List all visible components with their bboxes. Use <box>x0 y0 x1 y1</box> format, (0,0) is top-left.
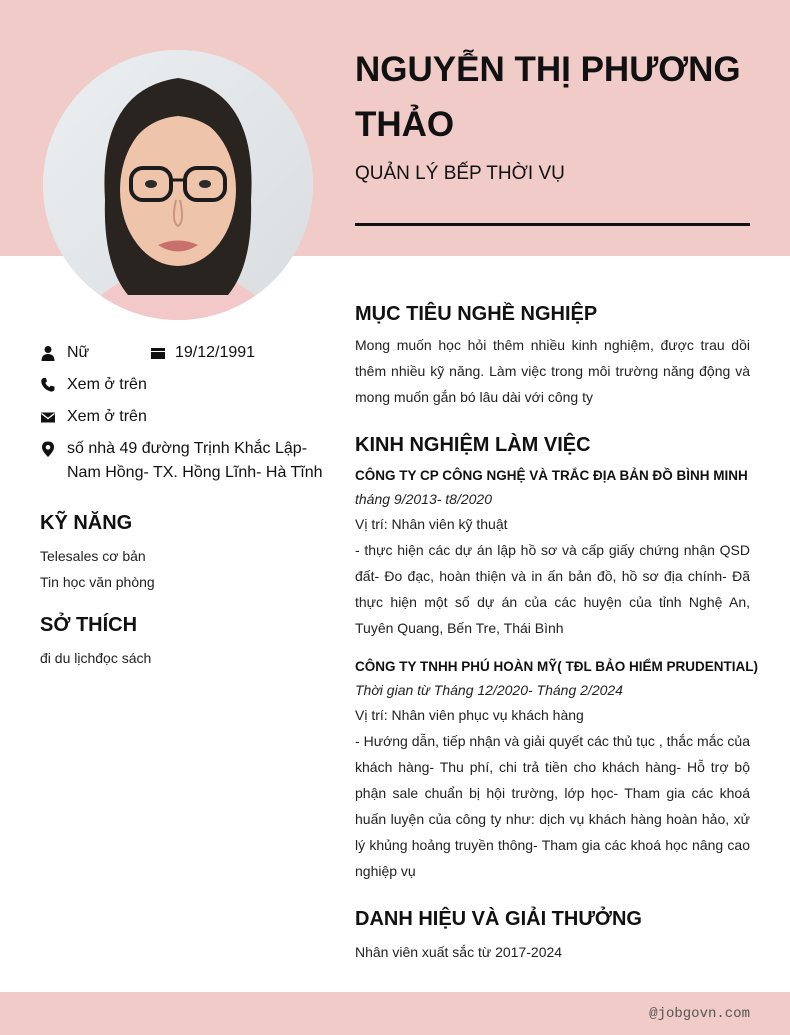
objective-heading: MỤC TIÊU NGHỀ NGHIỆP <box>355 303 598 325</box>
awards-heading: DANH HIỆU VÀ GIẢI THƯỞNG <box>355 908 642 930</box>
objective-text: Mong muốn học hỏi thêm nhiều kinh nghiệm, được trau dồi thêm nhiều kỹ năng. Làm việc trong môi trường năng động và mong muốn gắn bó lâu dài với công ty <box>355 337 750 405</box>
job-1-description: - thực hiện các dự án lập hồ sơ và cấp giấy chứng nhận QSD đất- Đo đạc, hoàn thiện và in ấn bản đồ, hồ sơ địa chính- Đã thực hiện một số dự án của các huyện của tỉnh Nghệ An, Tuyên Quang, Bến Tre, Thái Bình <box>355 542 750 636</box>
experience-heading: KINH NGHIỆM LÀM VIỆC <box>355 434 591 456</box>
job-1-period: tháng 9/2013- t8/2020 <box>355 491 493 507</box>
job-2-period: Thời gian từ Tháng 12/2020- Tháng 2/2024 <box>355 682 623 698</box>
job-title: QUẢN LÝ BẾP THỜI VỤ <box>355 163 565 184</box>
candidate-name: NGUYỄN THỊ PHƯƠNG THẢO <box>355 50 741 144</box>
hobbies-text: đi du lịchđọc sách <box>40 650 152 666</box>
phone-value: Xem ở trên <box>67 376 147 393</box>
email-value: Xem ở trên <box>67 408 147 425</box>
envelope-icon <box>40 409 56 425</box>
hobbies-heading: SỞ THÍCH <box>40 614 138 636</box>
calendar-icon <box>150 345 166 361</box>
profile-photo <box>43 50 313 320</box>
person-icon <box>40 345 56 361</box>
footer-watermark: @jobgovn.com <box>649 1006 750 1022</box>
gender-value: Nữ <box>67 344 90 361</box>
title-divider <box>355 223 750 226</box>
portrait-image <box>43 50 313 320</box>
phone-icon <box>40 377 56 393</box>
skill-item: Telesales cơ bản <box>40 548 146 564</box>
job-2-position: Vị trí: Nhân viên phục vụ khách hàng <box>355 707 584 723</box>
dob-value: 19/12/1991 <box>175 344 256 361</box>
skills-heading: KỸ NĂNG <box>40 512 133 534</box>
awards-text: Nhân viên xuất sắc từ 2017-2024 <box>355 944 563 960</box>
job-1-company: CÔNG TY CP CÔNG NGHỆ VÀ TRẮC ĐỊA BẢN ĐỒ BÌNH MINH <box>355 468 748 483</box>
map-pin-icon <box>40 441 56 457</box>
job-2-company: CÔNG TY TNHH PHÚ HOÀN MỸ( TĐL BẢO HIỂM PRUDENTIAL) <box>355 659 758 674</box>
job-2-description: - Hướng dẫn, tiếp nhận và giải quyết các thủ tục , thắc mắc của khách hàng- Thu phí, chi trả tiền cho khách hàng- Hỗ trợ bộ phận sale chuẩn bị hội trường, lớp học- Tham gia các khoá huấn luyện của công ty như: dịch vụ khách hàng hoàn hảo, xử lý khủng hoảng truyền thông- Tham gia các khoá học nâng cao nghiệp vụ <box>355 733 750 879</box>
job-1-position: Vị trí: Nhân viên kỹ thuật <box>355 516 508 532</box>
address-value: số nhà 49 đường Trịnh Khắc Lập- Nam Hồng- TX. Hồng Lĩnh- Hà Tĩnh <box>67 440 323 481</box>
skill-item: Tin học văn phòng <box>40 574 155 590</box>
